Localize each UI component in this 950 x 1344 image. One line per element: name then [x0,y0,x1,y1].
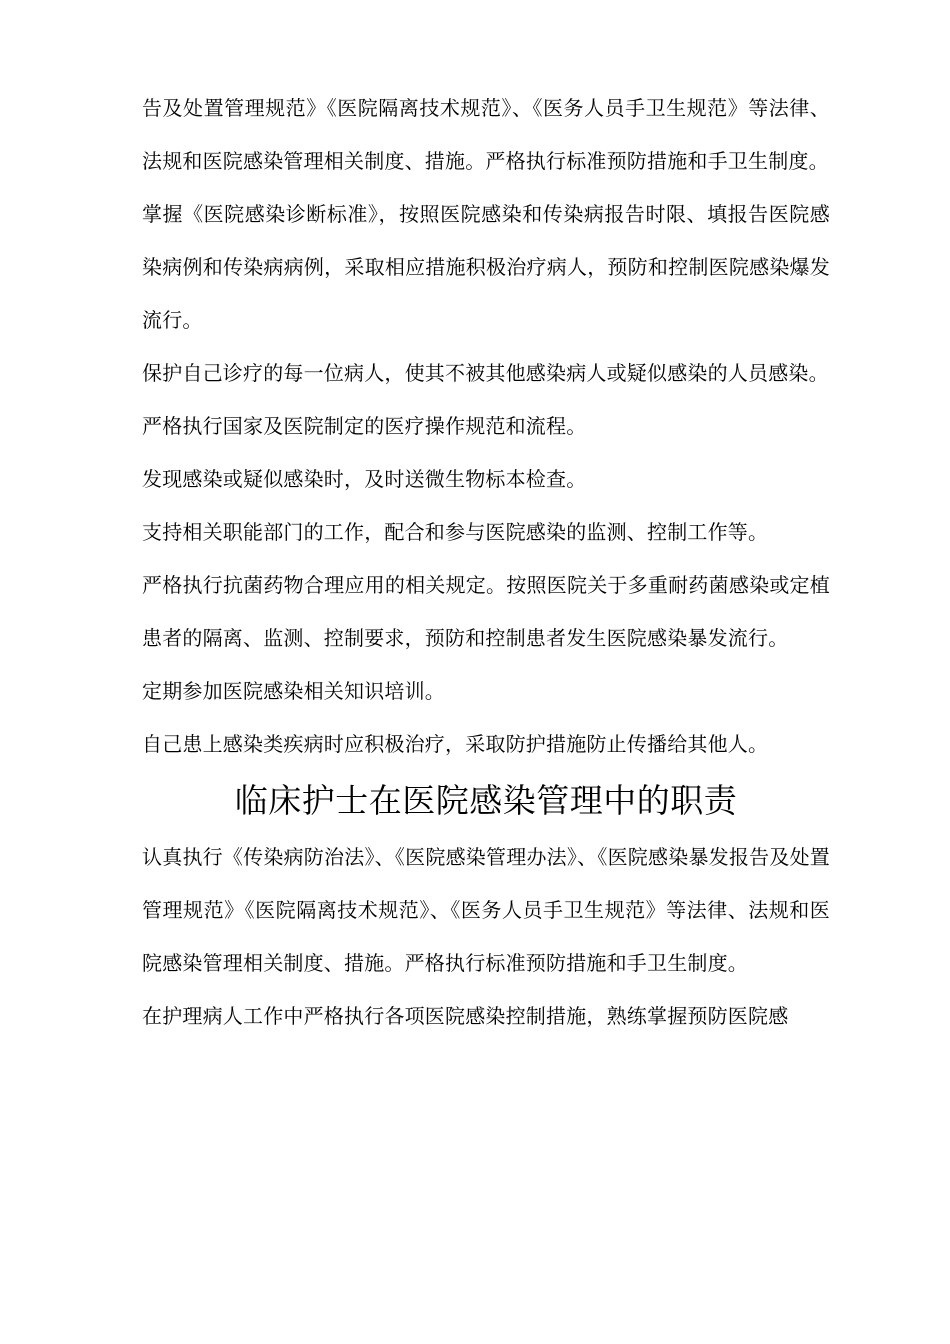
paragraph-antibiotics-rules: 严格执行抗菌药物合理应用的相关规定。按照医院关于多重耐药菌感染或定植患者的隔离、监测、控制要求，预防和控制患者发生医院感染暴发流行。 [142,573,830,650]
paragraph-microbiology-samples: 发现感染或疑似感染时，及时送微生物标本检查。 [142,467,587,491]
section-heading-nurse-duties: 临床护士在医院感染管理中的职责 [234,781,738,820]
paragraph-protect-patients: 保护自己诊疗的每一位病人，使其不被其他感染病人或疑似感染的人员感染。 [142,361,829,385]
paragraph-nurse-regulations: 认真执行《传染病防治法》、《医院感染管理办法》、《医院感染暴发报告及处置管理规范》《医院隔离技术规范》、《医务人员手卫生规范》等法律、法规和医院感染管理相关制度、措施。严格执行标准预防措施和手卫生制度。 [142,845,830,975]
document-page [142,82,830,1043]
paragraph-diagnosis-standards: 掌握《医院感染诊断标准》，按照医院感染和传染病报告时限、填报告医院感染病例和传染病病例，采取相应措施积极治疗病人，预防和控制医院感染爆发流行。 [142,202,830,332]
paragraph-support-departments: 支持相关职能部门的工作，配合和参与医院感染的监测、控制工作等。 [142,520,769,544]
paragraph-hand-hygiene-regulations: 告及处置管理规范》《医院隔离技术规范》、《医务人员手卫生规范》等法律、法规和医院感染管理相关制度、措施。严格执行标准预防措施和手卫生制度。 [142,96,830,173]
paragraph-nurse-control-measures: 在护理病人工作中严格执行各项医院感染控制措施，熟练掌握预防医院感 [142,1004,789,1028]
paragraph-training: 定期参加医院感染相关知识培训。 [142,679,445,703]
paragraph-self-infection: 自己患上感染类疾病时应积极治疗，采取防护措施防止传播给其他人。 [142,732,769,756]
paragraph-operation-norms: 严格执行国家及医院制定的医疗操作规范和流程。 [142,414,587,438]
